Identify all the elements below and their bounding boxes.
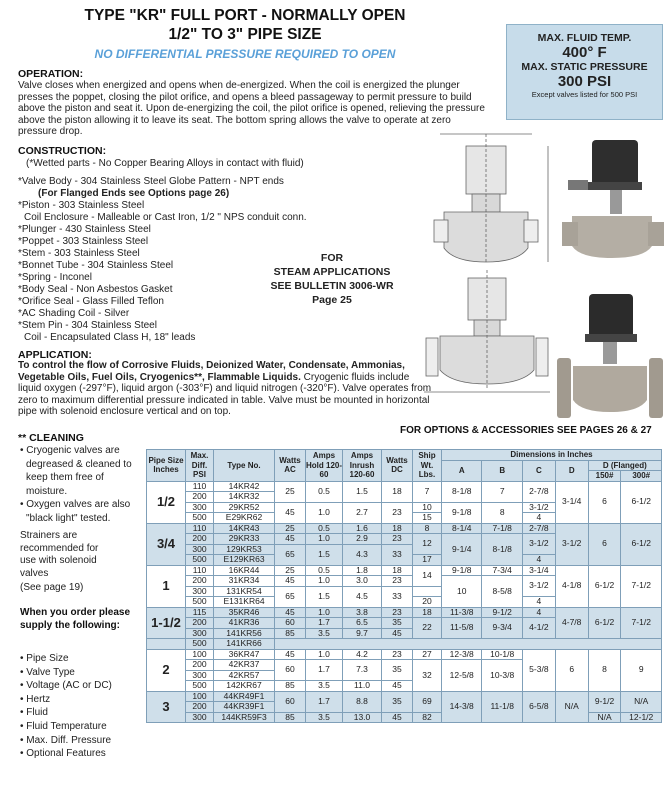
table-cell: 9-1/2: [482, 607, 522, 618]
table-cell: 100: [186, 649, 214, 660]
table-cell: 35: [382, 618, 413, 629]
table-cell: 45: [275, 649, 306, 660]
order-list: [20, 652, 112, 761]
table-cell: 300: [186, 544, 214, 555]
table-cell: 23: [382, 649, 413, 660]
table-cell: E29KR62: [214, 513, 275, 524]
table-cell: 42KR57: [214, 670, 275, 681]
operation-heading: OPERATION:: [18, 68, 84, 80]
construction-item: *Spring - Inconel: [18, 272, 92, 283]
table-cell: 131KR54: [214, 586, 275, 597]
valve-photo-flanged: [555, 288, 665, 428]
table-cell: 32: [413, 660, 442, 692]
table-cell: 1.0: [306, 534, 343, 545]
order-item-text: Fluid Temperature: [26, 720, 107, 732]
table-cell: 33: [382, 586, 413, 607]
table-cell: 500: [186, 597, 214, 608]
table-cell: 7-1/8: [482, 523, 522, 534]
table-cell: 45: [275, 534, 306, 545]
order-item-text: Pipe Size: [26, 653, 69, 664]
col-watts-ac: Watts AC: [275, 450, 306, 482]
table-cell: 29KR33: [214, 534, 275, 545]
table-cell: 25: [275, 523, 306, 534]
table-cell: 4.2: [343, 649, 382, 660]
table-cell: 10: [413, 502, 442, 513]
spec-box: [506, 24, 663, 120]
wetted-note: (*Wetted parts - No Copper Bearing Alloys in contact with fluid): [26, 158, 304, 169]
application-detail-text: Cryogenic fluids include liquid oxygen (-297°F), liquid argon (-303°F) and liquid nitrogen (-320°F). Valve operates from zero to maximum differential pressure indicated in table. Valve must be mounted in horizontal pipe with solenoid enclosure vertical and on top.: [18, 371, 432, 418]
table-cell: 69: [413, 691, 442, 712]
application-bold-text: To control the flow of Corrosive Fluids, Deionized Water, Condensate, Ammonias, Vegetable Oils, Fuel Oils, Cryogenics**, Flammable Liquids.: [18, 360, 405, 383]
table-cell: 6-1/2: [588, 565, 621, 607]
table-cell: 13.0: [343, 712, 382, 723]
table-cell: 25: [275, 565, 306, 576]
table-cell: 2-7/8: [522, 481, 555, 502]
table-cell: 200: [186, 702, 214, 713]
table-cell: 60: [275, 691, 306, 712]
construction-item: *Poppet - 303 Stainless Steel: [18, 236, 149, 247]
table-cell: 45: [382, 628, 413, 639]
application-heading: APPLICATION:: [18, 349, 92, 361]
table-cell: 23: [382, 607, 413, 618]
col-max-diff: Max. Diff. PSI: [186, 450, 214, 482]
table-cell: 6: [555, 649, 588, 691]
table-cell: 141KR56: [214, 628, 275, 639]
col-d-flanged: D (Flanged): [588, 460, 661, 471]
steam-note-line: SEE BULLETIN 3006-WR: [270, 280, 394, 292]
table-cell: [275, 639, 662, 650]
table-cell: 4-7/8: [555, 607, 588, 639]
table-cell: 85: [275, 628, 306, 639]
construction-item: *AC Shading Coil - Silver: [18, 308, 130, 319]
table-cell: 8-5/8: [482, 576, 522, 608]
table-cell: 44KR49F1: [214, 691, 275, 702]
table-cell: 85: [275, 681, 306, 692]
order-item: • Hertz: [20, 693, 51, 705]
table-cell: 85: [275, 712, 306, 723]
col-dimensions: Dimensions in Inches: [442, 450, 662, 461]
construction-item: *Orifice Seal - Glass Filled Teflon: [18, 296, 164, 307]
steam-note-line: FOR: [320, 252, 344, 264]
table-cell: 18: [382, 481, 413, 502]
table-cell: 36KR47: [214, 649, 275, 660]
order-item: • Fluid: [20, 707, 48, 719]
table-cell: 14KR43: [214, 523, 275, 534]
table-cell: 3.5: [306, 628, 343, 639]
steam-note: [262, 251, 402, 307]
table-cell: 23: [382, 534, 413, 545]
table-cell: E131KR64: [214, 597, 275, 608]
table-cell: 1.5: [343, 481, 382, 502]
table-cell: 1.0: [306, 607, 343, 618]
table-cell: 8-1/8: [482, 534, 522, 566]
table-cell: 1.8: [343, 565, 382, 576]
table-cell: 144KR59F3: [214, 712, 275, 723]
construction-heading: CONSTRUCTION:: [18, 145, 107, 157]
table-cell: 20: [413, 597, 442, 608]
table-cell: 41KR36: [214, 618, 275, 629]
table-cell: 8: [482, 502, 522, 523]
construction-item: *Bonnet Tube - 304 Stainless Steel: [18, 260, 174, 271]
table-row: [147, 607, 662, 618]
table-cell: 35: [382, 691, 413, 712]
table-cell: 7-1/2: [621, 607, 662, 639]
table-row: [147, 649, 662, 660]
table-cell: 3.5: [306, 712, 343, 723]
order-item-text: Max. Diff. Pressure: [26, 734, 112, 746]
table-cell: 200: [186, 576, 214, 587]
table-cell: 300: [186, 502, 214, 513]
table-cell: 35: [382, 660, 413, 681]
table-cell: 1.0: [306, 576, 343, 587]
table-cell: 11-5/8: [442, 618, 482, 639]
pipe-size-cell: 1-1/2: [147, 607, 186, 639]
pipe-size-cell: 2: [147, 649, 186, 691]
table-cell: E129KR63: [214, 555, 275, 566]
col-ship-wt: Ship Wt. Lbs.: [413, 450, 442, 482]
table-cell: 3-1/2: [522, 576, 555, 597]
table-cell: [147, 639, 186, 650]
table-cell: 1.7: [306, 618, 343, 629]
table-cell: [413, 586, 442, 597]
table-cell: 500: [186, 681, 214, 692]
cleaning-bullet: • Oxygen valves are also "black light" tested.: [20, 499, 131, 524]
flanged-note: (For Flanged Ends see Options page 26): [38, 188, 230, 199]
table-cell: 9-1/8: [442, 565, 482, 576]
col-type-no: Type No.: [214, 450, 275, 482]
table-cell: 4: [522, 513, 555, 524]
col-d150: 150#: [588, 471, 621, 482]
table-cell: 11.0: [343, 681, 382, 692]
table-cell: 35KR46: [214, 607, 275, 618]
table-cell: 65: [275, 586, 306, 607]
table-cell: 6-5/8: [522, 691, 555, 723]
col-a: A: [442, 460, 482, 481]
pipe-size-cell: 1: [147, 565, 186, 607]
table-cell: 0.5: [306, 565, 343, 576]
table-cell: 10-1/8: [482, 649, 522, 660]
table-cell: 9-1/4: [442, 534, 482, 566]
table-cell: 31KR34: [214, 576, 275, 587]
table-cell: 4.5: [343, 586, 382, 607]
strainers-note: Strainers are recommended for use with solenoid valves: [20, 530, 99, 579]
table-cell: 9.7: [343, 628, 382, 639]
valve-body-line: *Valve Body - 304 Stainless Steel Globe Pattern - NPT ends: [18, 176, 284, 187]
cross-section-drawing-bottom: [424, 270, 550, 392]
table-cell: 14: [413, 565, 442, 586]
table-cell: 142KR67: [214, 681, 275, 692]
table-cell: 7: [413, 481, 442, 502]
table-cell: 6: [588, 481, 621, 523]
table-cell: 82: [413, 712, 442, 723]
table-cell: 23: [382, 576, 413, 587]
valve-photo-npt: [560, 130, 666, 270]
table-cell: 60: [275, 618, 306, 629]
page-title: TYPE "KR" FULL PORT - NORMALLY OPEN: [84, 7, 406, 24]
order-item-text: Hertz: [26, 693, 51, 705]
table-cell: 45: [275, 502, 306, 523]
spec-table: [146, 449, 662, 723]
col-pipe-size: Pipe Size Inches: [147, 450, 186, 482]
table-cell: 6-1/2: [588, 607, 621, 639]
table-cell: 3-1/2: [555, 523, 588, 565]
table-cell: 3.0: [343, 576, 382, 587]
table-cell: 100: [186, 691, 214, 702]
table-cell: 8.8: [343, 691, 382, 712]
table-row: [147, 639, 662, 650]
see-page-note: (See page 19): [20, 582, 84, 593]
table-cell: 18: [382, 565, 413, 576]
cleaning-notes: [20, 444, 144, 526]
table-cell: 3-1/4: [555, 481, 588, 523]
table-cell: 2.9: [343, 534, 382, 545]
table-cell: 7: [482, 481, 522, 502]
table-row: [147, 481, 662, 492]
table-cell: 8: [413, 523, 442, 534]
table-cell: 45: [382, 681, 413, 692]
table-cell: 300: [186, 712, 214, 723]
table-cell: 17: [413, 555, 442, 566]
table-cell: 27: [413, 649, 442, 660]
spec-note: Except valves listed for 500 PSI: [531, 90, 638, 99]
col-d300: 300#: [621, 471, 662, 482]
table-row: [147, 523, 662, 534]
construction-item: Coil - Encapsulated Class H, 18" leads: [24, 332, 196, 343]
table-cell: 4: [522, 597, 555, 608]
static-pressure-value: 300 PSI: [557, 73, 612, 90]
table-cell: 23: [382, 502, 413, 523]
tagline: NO DIFFERENTIAL PRESSURE REQUIRED TO OPEN: [94, 47, 396, 61]
construction-item: *Piston - 303 Stainless Steel: [18, 200, 145, 211]
construction-item: *Stem Pin - 304 Stainless Steel: [18, 320, 157, 331]
col-c: C: [522, 460, 555, 481]
table-cell: 9-1/8: [442, 502, 482, 523]
order-item: • Max. Diff. Pressure: [20, 734, 112, 746]
order-item: • Fluid Temperature: [20, 720, 107, 732]
table-cell: 14KR32: [214, 492, 275, 503]
table-cell: 4-1/8: [555, 565, 588, 607]
table-cell: 7-1/2: [621, 565, 662, 607]
construction-item: *Stem - 303 Stainless Steel: [18, 248, 140, 259]
table-cell: 45: [275, 576, 306, 587]
table-cell: 4.3: [343, 544, 382, 565]
table-cell: 8-1/8: [442, 481, 482, 502]
table-cell: 110: [186, 523, 214, 534]
cross-section-drawings: [420, 128, 560, 398]
table-cell: 129KR53: [214, 544, 275, 555]
table-cell: 12-5/8: [442, 660, 482, 692]
table-cell: 4: [522, 607, 555, 618]
table-cell: 8-1/4: [442, 523, 482, 534]
options-note: FOR OPTIONS & ACCESSORIES SEE PAGES 26 & 27: [400, 425, 652, 436]
table-cell: 14-3/8: [442, 691, 482, 723]
table-cell: 0.5: [306, 523, 343, 534]
pipe-size-cell: 3/4: [147, 523, 186, 565]
fluid-temp-label: MAX. FLUID TEMP.: [537, 32, 632, 44]
steam-note-line: Page 25: [312, 294, 352, 306]
table-cell: 1.0: [306, 649, 343, 660]
table-cell: 18: [413, 607, 442, 618]
table-cell: N/A: [588, 712, 621, 723]
table-cell: 4-1/2: [522, 618, 555, 639]
cleaning-bullet-text: Oxygen valves are also "black light" tested.: [26, 499, 131, 524]
table-cell: 500: [186, 555, 214, 566]
table-cell: 300: [186, 586, 214, 597]
table-cell: 3.5: [306, 681, 343, 692]
table-cell: 300: [186, 670, 214, 681]
table-cell: 6.5: [343, 618, 382, 629]
table-cell: 16KR44: [214, 565, 275, 576]
order-item: • Voltage (AC or DC): [20, 680, 112, 692]
table-cell: 6-1/2: [621, 481, 662, 523]
table-cell: 22: [413, 618, 442, 639]
table-cell: 14KR42: [214, 481, 275, 492]
table-cell: 44KR39F1: [214, 702, 275, 713]
construction-item: *Plunger - 430 Stainless Steel: [18, 224, 151, 235]
table-cell: 60: [275, 660, 306, 681]
application-text: [18, 360, 434, 418]
cross-section-drawing-top: [434, 134, 548, 262]
table-cell: 200: [186, 492, 214, 503]
table-cell: N/A: [555, 691, 588, 723]
table-cell: 7-3/4: [482, 565, 522, 576]
col-amps-hold: Amps Hold 120-60: [306, 451, 343, 479]
table-cell: 18: [382, 523, 413, 534]
table-cell: 9-1/2: [588, 691, 621, 712]
table-cell: 3-1/2: [522, 502, 555, 513]
table-cell: 9: [621, 649, 662, 691]
steam-note-line: STEAM APPLICATIONS: [273, 266, 391, 278]
table-row: [147, 565, 662, 576]
table-cell: 45: [275, 607, 306, 618]
order-item-text: Optional Features: [26, 748, 106, 760]
table-cell: 500: [186, 513, 214, 524]
static-pressure-label: MAX. STATIC PRESSURE: [521, 61, 648, 73]
order-item: • Optional Features: [20, 748, 106, 760]
pipe-size-cell: 1/2: [147, 481, 186, 523]
col-watts-dc: Watts DC: [382, 450, 413, 482]
table-cell: 33: [382, 544, 413, 565]
table-cell: 65: [275, 544, 306, 565]
table-cell: 3.8: [343, 607, 382, 618]
table-cell: 45: [382, 712, 413, 723]
pipe-size-cell: 3: [147, 691, 186, 723]
table-cell: 200: [186, 534, 214, 545]
table-cell: 110: [186, 565, 214, 576]
col-d: D: [555, 460, 588, 481]
table-cell: 6: [588, 523, 621, 565]
table-cell: 4: [522, 555, 555, 566]
table-cell: 200: [186, 660, 214, 671]
table-cell: 9-3/4: [482, 618, 522, 639]
table-cell: 300: [186, 628, 214, 639]
col-amps-inrush: Amps Inrush 120-60: [343, 450, 382, 482]
table-header-row: [147, 450, 662, 461]
table-cell: 7.3: [343, 660, 382, 681]
table-cell: 1.7: [306, 660, 343, 681]
table-cell: 2.7: [343, 502, 382, 523]
table-cell: N/A: [621, 691, 662, 712]
table-cell: 115: [186, 607, 214, 618]
table-cell: 1.5: [306, 586, 343, 607]
cleaning-bullet-text: Cryogenic valves are degreased & cleaned to keep them free of moisture.: [26, 445, 132, 497]
order-heading: When you order please supply the following:: [20, 607, 131, 631]
table-cell: 8: [588, 649, 621, 691]
table-cell: 42KR37: [214, 660, 275, 671]
table-cell: 1.6: [343, 523, 382, 534]
operation-text: Valve closes when energized and opens when de-energized. When the coil is energized the plunger presses the poppet, closing the pilot orifice, and opens a bleed passageway to permit pressure to build above the piston and seat it. Upon de-energizing the coil, the pilot orifice is opened, relieving the pressure above the piston allowing it to leave its seat. The bottom spring allows the valve to operate at zero pressure drop.: [18, 80, 485, 138]
table-cell: 12: [413, 534, 442, 555]
table-cell: 0.5: [306, 481, 343, 502]
table-row: [147, 691, 662, 702]
table-cell: 11-3/8: [442, 607, 482, 618]
table-cell: 3-1/2: [522, 534, 555, 555]
table-cell: 10: [442, 576, 482, 608]
table-cell: 500: [186, 639, 214, 650]
order-item: • Pipe Size: [20, 653, 69, 664]
table-cell: 25: [275, 481, 306, 502]
table-cell: 2-7/8: [522, 523, 555, 534]
col-b: B: [482, 460, 522, 481]
table-cell: 3-1/4: [522, 565, 555, 576]
table-cell: 15: [413, 513, 442, 524]
table-cell: 1.5: [306, 544, 343, 565]
table-cell: 200: [186, 618, 214, 629]
table-cell: 10-3/8: [482, 660, 522, 692]
table-cell: 29KR52: [214, 502, 275, 513]
construction-item: Coil Enclosure - Malleable or Cast Iron, 1/2 " NPS conduit conn.: [24, 212, 307, 223]
cleaning-heading: ** CLEANING: [18, 432, 84, 444]
order-item: • Valve Type: [20, 666, 75, 678]
table-cell: 6-1/2: [621, 523, 662, 565]
table-cell: 110: [186, 481, 214, 492]
page-subtitle-size: 1/2" TO 3" PIPE SIZE: [168, 26, 322, 43]
order-item-text: Voltage (AC or DC): [26, 680, 112, 692]
construction-item: *Body Seal - Non Asbestos Gasket: [18, 284, 173, 295]
table-cell: 141KR66: [214, 639, 275, 650]
fluid-temp-value: 400° F: [562, 44, 607, 61]
order-item-text: Fluid: [26, 707, 48, 719]
table-cell: 1.0: [306, 502, 343, 523]
table-cell: 11-1/8: [482, 691, 522, 723]
table-cell: 5-3/8: [522, 649, 555, 691]
cleaning-bullet: • Cryogenic valves are degreased & cleaned to keep them free of moisture.: [20, 445, 132, 497]
table-cell: 1.7: [306, 691, 343, 712]
order-item-text: Valve Type: [26, 666, 75, 678]
table-cell: 12-3/8: [442, 649, 482, 660]
table-cell: 12-1/2: [621, 712, 662, 723]
